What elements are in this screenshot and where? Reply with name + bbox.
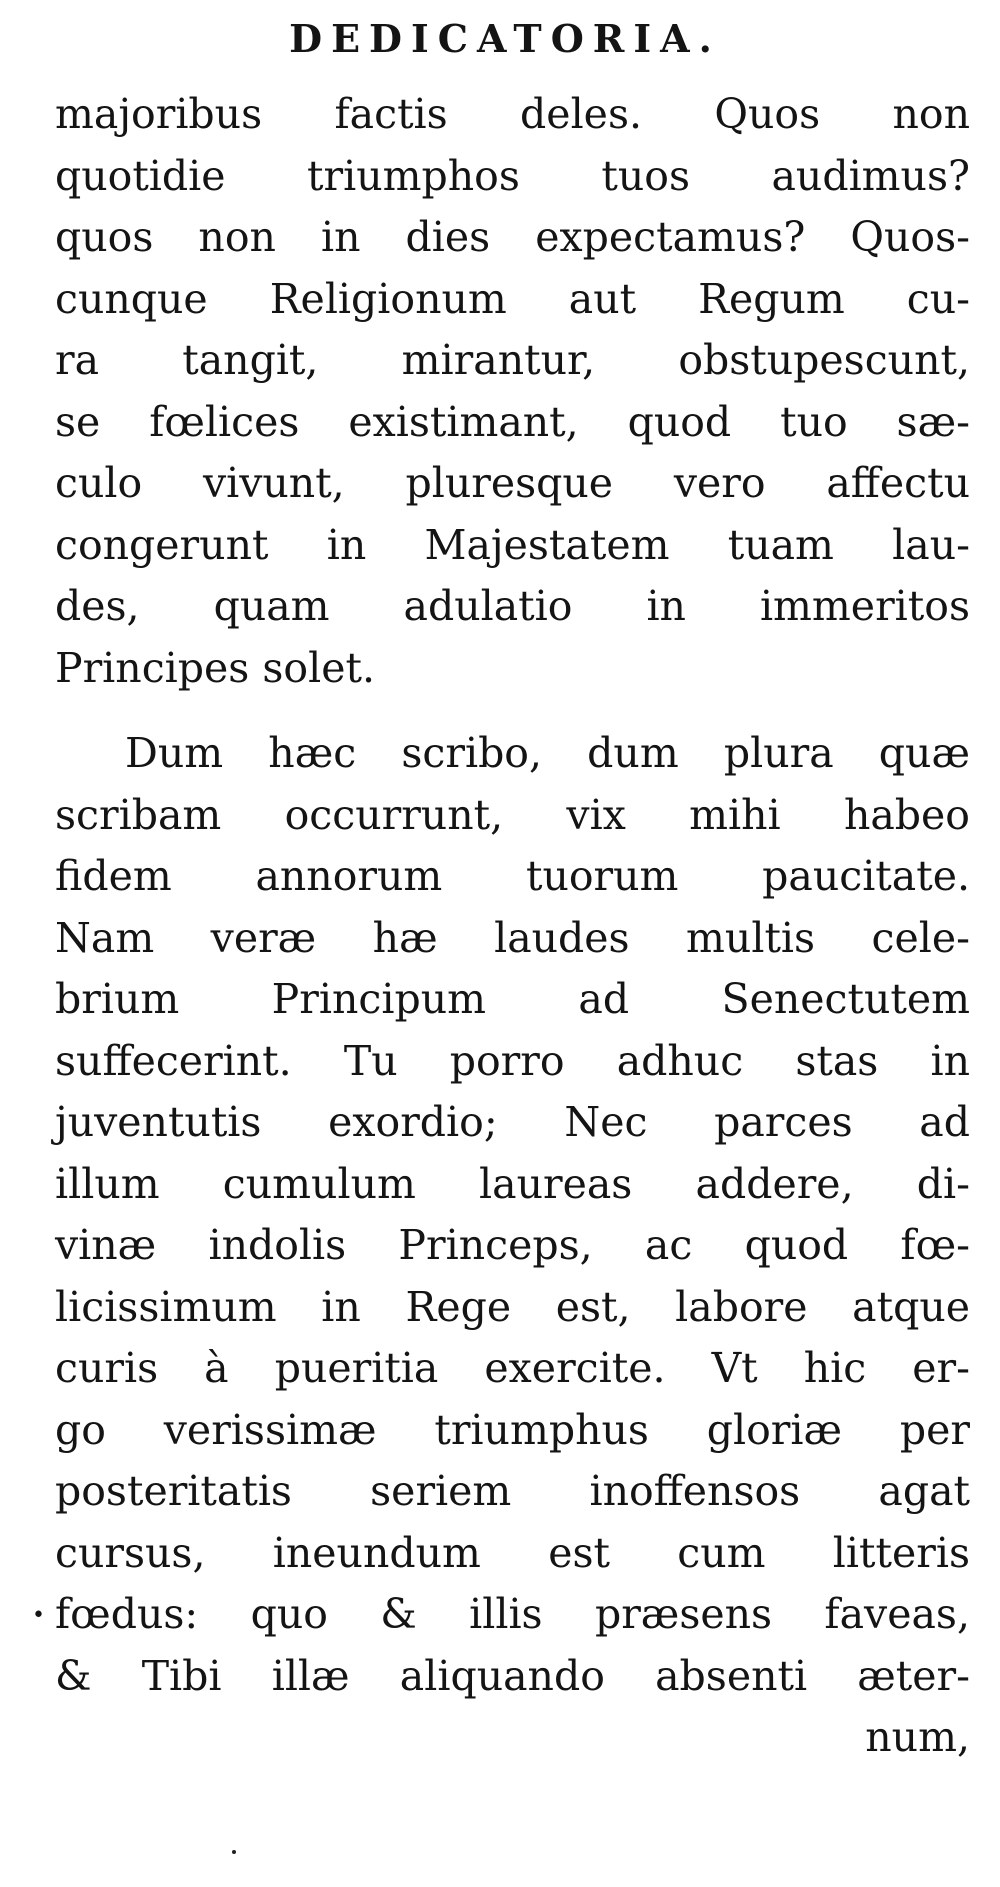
text-line: cunque Religionum aut Regum cu-: [55, 274, 970, 323]
paragraph-1: [55, 84, 970, 699]
text-line: congerunt in Majestatem tuam lau-: [55, 520, 970, 569]
running-header: DEDICATORIA.: [289, 16, 721, 61]
paragraph-2: [55, 723, 970, 1769]
text-line: posteritatis seriem inoffensos agat: [55, 1467, 970, 1515]
text-line: brium Principum ad Senectutem: [55, 975, 970, 1023]
text-line: & Tibi illæ aliquando absenti æter-: [55, 1651, 970, 1700]
margin-mark: •: [32, 1603, 45, 1628]
text-line: illum cumulum laureas addere, di-: [55, 1159, 970, 1208]
text-line: fidem annorum tuorum paucitate.: [55, 852, 970, 900]
text-line: ra tangit, mirantur, obstupescunt,: [55, 336, 970, 384]
text-line: curis à pueritia exercite. Vt hic er-: [55, 1344, 970, 1392]
text-line: quos non in dies expectamus? Quos-: [55, 213, 970, 261]
text-line: majoribus factis deles. Quos non: [55, 90, 970, 138]
text-line: Principes solet.: [55, 643, 375, 692]
text-line: fœdus: quo & illis præsens faveas,: [55, 1590, 970, 1638]
text-line: Dum hæc scribo, dum plura quæ: [125, 729, 970, 777]
text-line: vinæ indolis Princeps, ac quod fœ-: [55, 1221, 970, 1269]
catchword: num,: [865, 1713, 970, 1761]
text-line: juventutis exordio; Nec parces ad: [55, 1098, 970, 1146]
text-line: suffecerint. Tu porro adhuc stas in: [55, 1036, 970, 1085]
text-line: go verissimæ triumphus gloriæ per: [55, 1405, 970, 1454]
text-line: culo vivunt, pluresque vero affectu: [55, 459, 970, 507]
text-line: licissimum in Rege est, labore atque: [55, 1282, 970, 1331]
text-line: cursus, ineundum est cum litteris: [55, 1528, 970, 1577]
text-line: scribam occurrunt, vix mihi habeo: [55, 790, 970, 839]
text-line: quotidie triumphos tuos audimus?: [55, 151, 970, 200]
ink-speck: [232, 1850, 236, 1854]
text-line: des, quam adulatio in immeritos: [55, 582, 970, 630]
text-line: Nam veræ hæ laudes multis cele-: [55, 913, 970, 962]
text-line: se fœlices existimant, quod tuo sæ-: [55, 397, 970, 446]
